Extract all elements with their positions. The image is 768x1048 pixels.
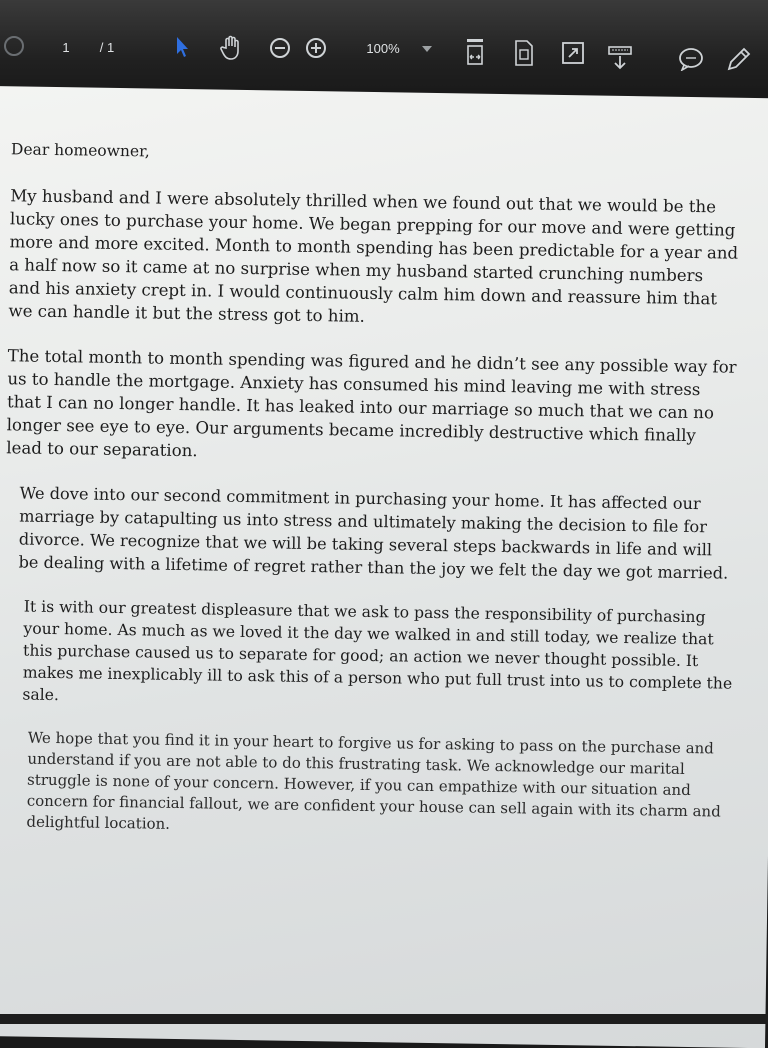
zoom-dropdown-icon[interactable] <box>420 44 434 54</box>
zoom-out-icon[interactable] <box>268 36 292 60</box>
download-icon[interactable] <box>606 44 634 72</box>
pen-icon[interactable] <box>722 44 754 76</box>
letter-body <box>0 140 741 865</box>
fit-width-icon[interactable] <box>462 36 488 70</box>
comment-icon[interactable] <box>676 46 706 72</box>
nav-back-icon[interactable] <box>2 34 26 58</box>
page-total-label: / 1 <box>99 39 115 55</box>
letter-paragraph: We dove into our second commitment in purchasing your home. It has affected our marriage by catapulting us into stress and ultimately making the decision to file for divorce. We recognize that we will be taking several steps backwards in life and will be dealing with a lifetime of regret rather than the joy we felt the day we got married. <box>18 483 729 583</box>
letter-greeting: Dear homeowner, <box>10 140 150 161</box>
bottom-edge <box>0 1014 768 1024</box>
zoom-in-icon[interactable] <box>304 36 328 60</box>
fit-page-icon[interactable] <box>512 38 536 68</box>
hand-pan-icon[interactable] <box>218 34 246 62</box>
letter-paragraph: We hope that you find it in your heart to forgive us for asking to pass on the purchase and understand if you are not able to do this frustrating task. We acknowledge our marital struggle is none of your concern. However, if you can empathize with our situation and concern for financial fallout, we are confident your house can sell again with its charm and delightful location. <box>26 728 721 833</box>
fullscreen-icon[interactable] <box>560 40 586 66</box>
page-number-field[interactable]: 1 <box>62 39 70 55</box>
letter-paragraph: It is with our greatest displeasure that we ask to pass the responsibility of purchasing your home. As much as we loved it the day we walked in and still today, we realize that this purchase caused us to separate for good; an action we never thought possible. It makes me inexplicably ill to ask this of a person who put full trust into us to complete the sale. <box>22 597 733 705</box>
letter-paragraph: My husband and I were absolutely thrilled when we found out that we would be the lucky ones to purchase your home. We began prepping for our move and were getting more and more excited. Month to month spending has been predictable for a year and a half now so it came at no surprise when my husband started crunching numbers and his anxiety crept in. I would continuously calm him down and reassure him that we can handle it but the stress got to him. <box>8 186 739 326</box>
letter-paragraph: The total month to month spending was figured and he didn’t see any possible way for us to handle the mortgage. Anxiety has consumed his mind leaving me with stress that I can no longer handle. It has leaked into our marriage so much that we can no longer see eye to eye. Our arguments became incredibly destructive which finally lead to our separation. <box>6 346 737 461</box>
zoom-level-select[interactable]: 100% <box>366 40 400 56</box>
viewer-toolbar <box>0 0 768 88</box>
cursor-select-icon[interactable] <box>172 34 192 60</box>
document-page <box>0 86 768 1048</box>
